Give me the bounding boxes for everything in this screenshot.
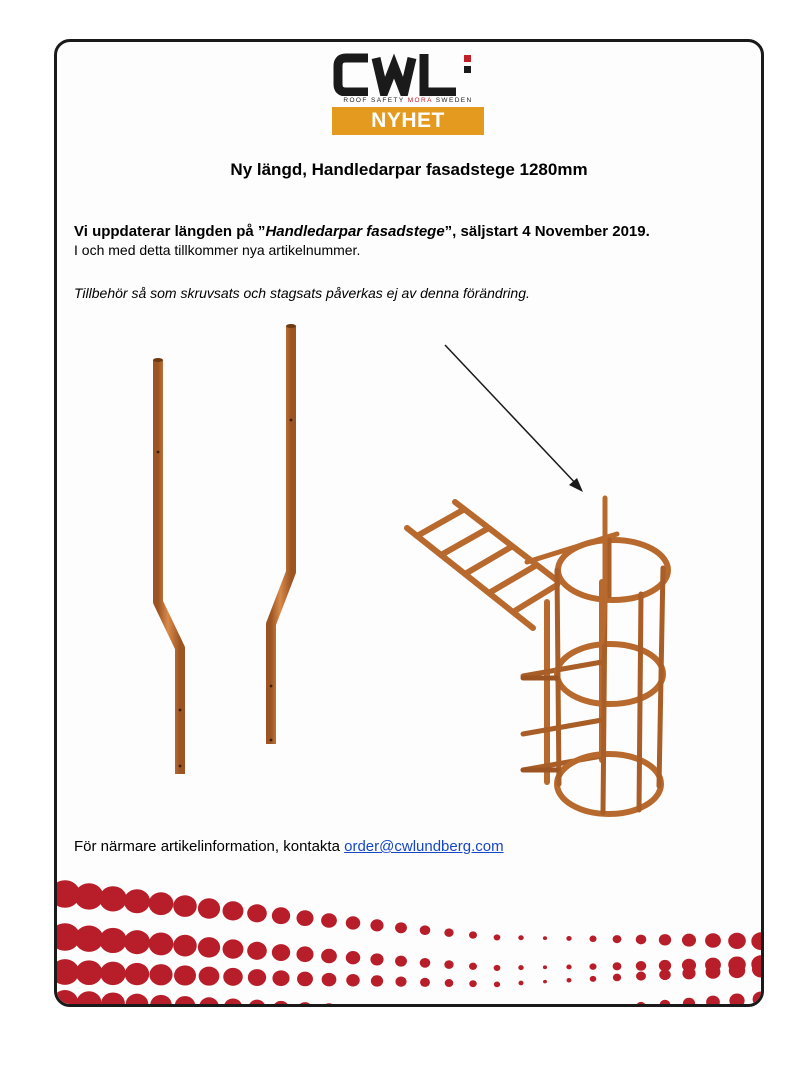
decor-dot xyxy=(149,964,172,985)
decor-dot xyxy=(124,930,150,954)
decor-dot xyxy=(420,978,430,987)
page-title: Ny längd, Handledarpar fasadstege 1280mm xyxy=(230,160,588,179)
decor-dot xyxy=(76,960,103,985)
decor-dot xyxy=(613,962,622,970)
decor-dot xyxy=(126,994,149,1004)
decor-dot xyxy=(395,977,406,987)
decor-dot xyxy=(469,963,477,970)
decor-dot xyxy=(636,1002,645,1004)
decor-dot xyxy=(566,965,571,970)
decor-dot xyxy=(247,942,267,960)
decor-dot xyxy=(99,886,126,911)
news-badge: NYHET xyxy=(332,107,484,135)
decor-dot xyxy=(223,939,244,958)
decor-dot xyxy=(682,934,696,947)
decor-dot xyxy=(346,916,360,929)
decor-dot xyxy=(321,949,337,964)
decor-dot xyxy=(370,919,383,931)
logo-tagline: ROOF SAFETY MORA SWEDEN xyxy=(343,97,473,104)
document-card xyxy=(54,39,764,1007)
decor-dot xyxy=(728,933,746,949)
decor-dot xyxy=(543,936,547,940)
decor-dot xyxy=(589,936,596,943)
contact-line: För närmare artikelinformation, kontakta order@cwlundberg.com xyxy=(74,838,504,855)
decor-dot xyxy=(248,969,266,986)
handrail-right xyxy=(270,324,296,744)
decor-dot xyxy=(346,951,360,964)
handrail-left xyxy=(153,358,181,774)
decor-dot xyxy=(613,974,621,982)
decor-dot xyxy=(420,925,431,935)
decor-dot xyxy=(149,932,174,955)
decor-dot xyxy=(729,994,744,1004)
decor-dot xyxy=(272,907,290,924)
decor-dot xyxy=(683,998,695,1004)
decor-dot xyxy=(273,1001,289,1004)
decor-dot xyxy=(660,1000,671,1004)
decor-dot xyxy=(198,898,220,918)
decor-dot xyxy=(199,967,220,986)
decor-dot xyxy=(469,980,476,987)
decor-dot xyxy=(566,936,571,941)
decor-dot xyxy=(518,965,523,970)
decor-dot xyxy=(395,922,407,933)
decor-dot xyxy=(77,991,102,1004)
decor-dot xyxy=(346,974,360,986)
decor-dot xyxy=(100,962,126,986)
decor-dot xyxy=(469,931,477,938)
decor-dot xyxy=(321,913,337,928)
decor-dot xyxy=(297,972,313,987)
decor-dot xyxy=(567,978,572,983)
ladder-cage-assembly xyxy=(407,498,668,814)
decor-dot xyxy=(613,935,622,943)
decor-dot xyxy=(444,928,453,937)
decor-dot xyxy=(322,1003,336,1004)
decor-dot xyxy=(173,895,197,917)
decor-dot xyxy=(173,935,197,957)
intro-line2: I och med detta tillkommer nya artikelnummer. xyxy=(74,242,361,258)
decor-dot xyxy=(322,973,337,987)
decor-dot xyxy=(272,970,289,986)
decor-dot xyxy=(494,965,501,971)
decor-dot xyxy=(706,965,721,979)
decor-dot xyxy=(636,972,646,981)
product-illustrations xyxy=(57,42,761,1004)
decor-dot xyxy=(125,963,149,985)
decor-dot xyxy=(149,892,174,915)
decor-dot xyxy=(298,1002,313,1004)
decor-dot xyxy=(494,981,500,987)
decor-dot xyxy=(247,904,267,922)
intro-lead: Vi uppdaterar längden på ”Handledarpar fasadstege”, säljstart 4 November 2019. xyxy=(74,223,650,240)
decor-dot xyxy=(199,997,218,1004)
decor-dot xyxy=(223,901,244,920)
decorative-dot-wave xyxy=(57,880,761,1004)
decor-dot xyxy=(223,968,243,986)
decor-dot xyxy=(682,967,695,979)
decor-dot xyxy=(706,996,720,1004)
decor-dot xyxy=(198,937,220,957)
decor-dot xyxy=(659,934,671,945)
accessory-note: Tillbehör så som skruvsats och stagsats påverkas ej av denna förändring. xyxy=(74,285,530,301)
decor-dot xyxy=(296,910,313,926)
decor-dot xyxy=(150,995,172,1004)
decor-dot xyxy=(589,963,596,970)
decor-dot xyxy=(75,883,104,909)
decor-dot xyxy=(370,953,383,965)
decor-dot xyxy=(420,958,431,968)
decor-dot xyxy=(518,935,523,940)
decor-dot xyxy=(99,928,126,953)
decor-dot xyxy=(543,965,547,969)
decor-dot xyxy=(174,965,196,985)
decor-dot xyxy=(518,981,523,986)
decor-dot xyxy=(371,975,383,986)
pointer-arrow xyxy=(445,345,583,492)
decor-dot xyxy=(75,926,104,952)
decor-dot xyxy=(444,960,453,969)
decor-dot xyxy=(636,961,647,971)
decor-dot xyxy=(753,991,761,1004)
decor-dot xyxy=(224,998,242,1004)
decor-dot xyxy=(248,1000,265,1004)
decor-dot xyxy=(543,980,547,984)
decor-dot xyxy=(751,932,761,950)
decor-dot xyxy=(272,944,290,961)
decor-dot xyxy=(445,979,454,987)
decor-dot xyxy=(57,990,78,1004)
decor-dot xyxy=(296,946,313,962)
decor-dot xyxy=(636,935,647,945)
decor-dot xyxy=(659,969,671,980)
decor-dot xyxy=(729,963,745,978)
decor-dot xyxy=(101,992,125,1004)
decor-dot xyxy=(494,934,501,940)
decor-dot xyxy=(175,996,195,1004)
decor-dot xyxy=(395,956,407,967)
decor-dot xyxy=(124,889,150,913)
email-link[interactable]: order@cwlundberg.com xyxy=(344,838,504,855)
decor-dot xyxy=(705,933,721,948)
decor-dot xyxy=(590,976,597,982)
